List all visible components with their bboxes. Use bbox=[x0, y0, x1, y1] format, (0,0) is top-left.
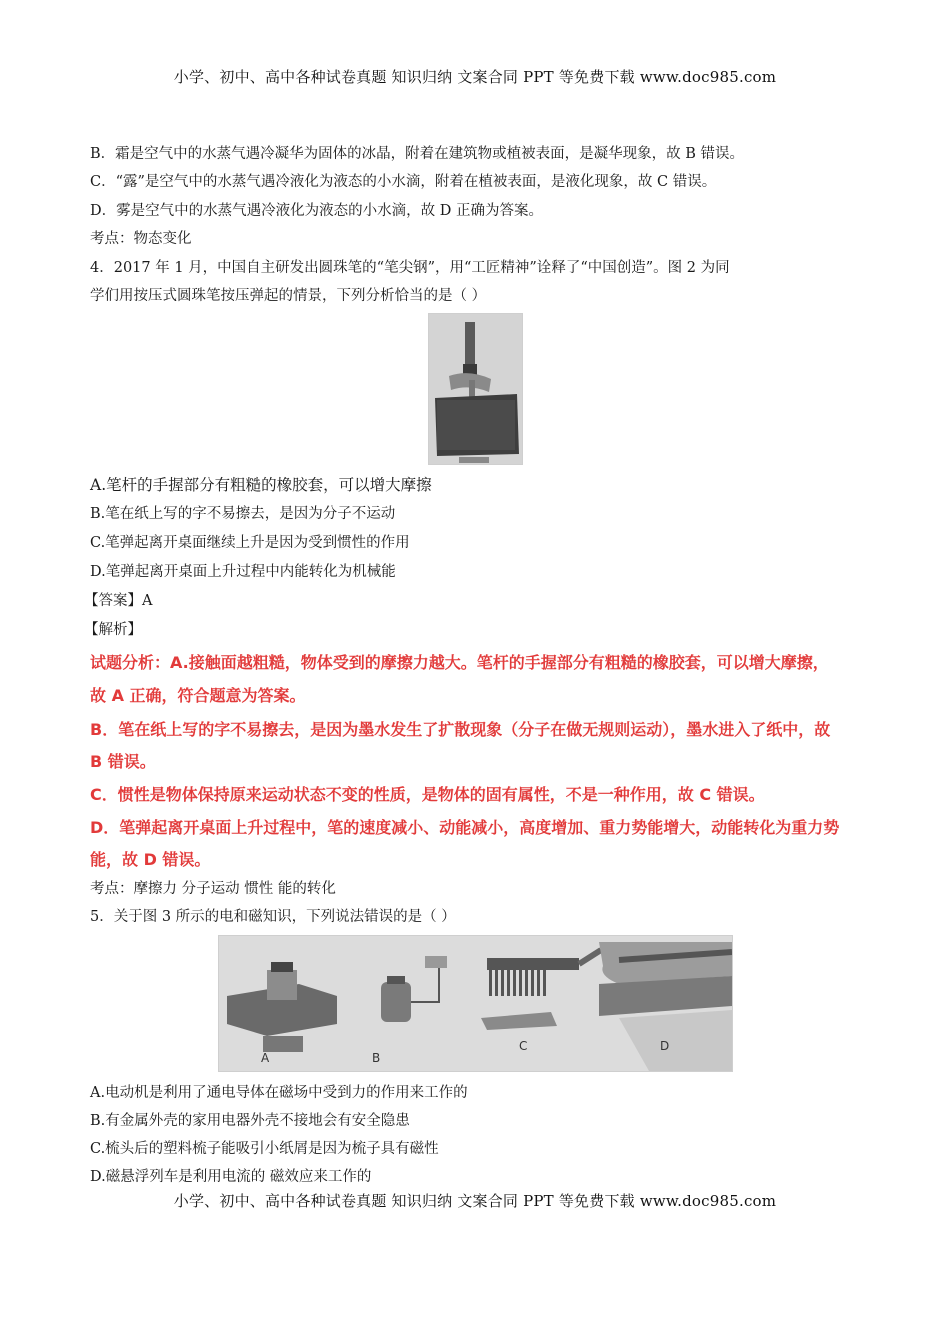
q4-kaodian: 考点：摩擦力 分子运动 惯性 能的转化 bbox=[90, 881, 336, 897]
q4-analysis-line: B．笔在纸上写的字不易擦去，是因为墨水发生了扩散现象（分子在做无规则运动），墨水进入了纸中，故 bbox=[90, 720, 831, 739]
q4-option-b: B.笔在纸上写的字不易擦去，是因为分子不运动 bbox=[90, 506, 396, 522]
q5-stem: 5．关于图 3 所示的电和磁知识，下列说法错误的是（ ） bbox=[90, 909, 456, 925]
q4-analysis-line: 能，故 D 错误。 bbox=[90, 850, 211, 869]
figure-label-b: B bbox=[372, 1051, 381, 1065]
q5-option-d: D.磁悬浮列车是利用电流的 磁效应来工作的 bbox=[90, 1169, 372, 1185]
q4-stem-line1: 4．2017 年 1 月，中国自主研发出圆珠笔的“笔尖钢”，用“工匠精神”诠释了“中国创造”。图 2 为同 bbox=[90, 260, 730, 276]
q4-analysis-line: B 错误。 bbox=[90, 752, 156, 771]
q3-option-d: D．雾是空气中的水蒸气遇冷液化为液态的小水滴，故 D 正确为答案。 bbox=[90, 203, 543, 219]
q4-option-d: D.笔弹起离开桌面上升过程中内能转化为机械能 bbox=[90, 564, 396, 580]
q4-option-a: A.笔杆的手握部分有粗糙的橡胶套，可以增大摩擦 bbox=[90, 476, 432, 494]
q4-analysis-line: D．笔弹起离开桌面上升过程中，笔的速度减小、动能减小，高度增加、重力势能增大，动能转化为重力势 bbox=[90, 818, 840, 837]
page-header: 小学、初中、高中各种试卷真题 知识归纳 文案合同 PPT 等免费下载 www.doc985.com bbox=[173, 68, 777, 86]
q5-figure-panels bbox=[218, 935, 733, 1072]
q4-stem-line2: 学们用按压式圆珠笔按压弹起的情景，下列分析恰当的是（ ） bbox=[90, 288, 487, 304]
q5-option-a: A.电动机是利用了通电导体在磁场中受到力的作用来工作的 bbox=[90, 1085, 468, 1101]
figure-label-d: D bbox=[660, 1039, 670, 1053]
q4-figure-pen-photo bbox=[428, 313, 523, 465]
q5-option-c: C.梳头后的塑料梳子能吸引小纸屑是因为梳子具有磁性 bbox=[90, 1141, 439, 1157]
q4-analysis-line: 故 A 正确，符合题意为答案。 bbox=[90, 686, 306, 705]
q4-answer: 【答案】A bbox=[84, 593, 153, 609]
page-footer: 小学、初中、高中各种试卷真题 知识归纳 文案合同 PPT 等免费下载 www.doc985.com bbox=[173, 1192, 777, 1210]
q4-analysis-line: 试题分析：A.接触面越粗糙，物体受到的摩擦力越大。笔杆的手握部分有粗糙的橡胶套，可以增大摩擦， bbox=[90, 653, 829, 672]
q4-analysis-line: C．惯性是物体保持原来运动状态不变的性质，是物体的固有属性，不是一种作用，故 C 错误。 bbox=[90, 785, 765, 804]
q4-jiexi: 【解析】 bbox=[84, 622, 142, 638]
figure-label-c: C bbox=[519, 1039, 528, 1053]
q3-kaodian: 考点：物态变化 bbox=[90, 231, 192, 247]
q5-option-b: B.有金属外壳的家用电器外壳不接地会有安全隐患 bbox=[90, 1113, 410, 1129]
q3-option-b: B．霜是空气中的水蒸气遇冷凝华为固体的冰晶，附着在建筑物或植被表面，是凝华现象，故 B 错误。 bbox=[90, 146, 745, 162]
figure-label-a: A bbox=[261, 1051, 270, 1065]
q3-option-c: C．“露”是空气中的水蒸气遇冷液化为液态的小水滴，附着在植被表面，是液化现象，故 C 错误。 bbox=[90, 174, 717, 190]
q4-option-c: C.笔弹起离开桌面继续上升是因为受到惯性的作用 bbox=[90, 535, 410, 551]
